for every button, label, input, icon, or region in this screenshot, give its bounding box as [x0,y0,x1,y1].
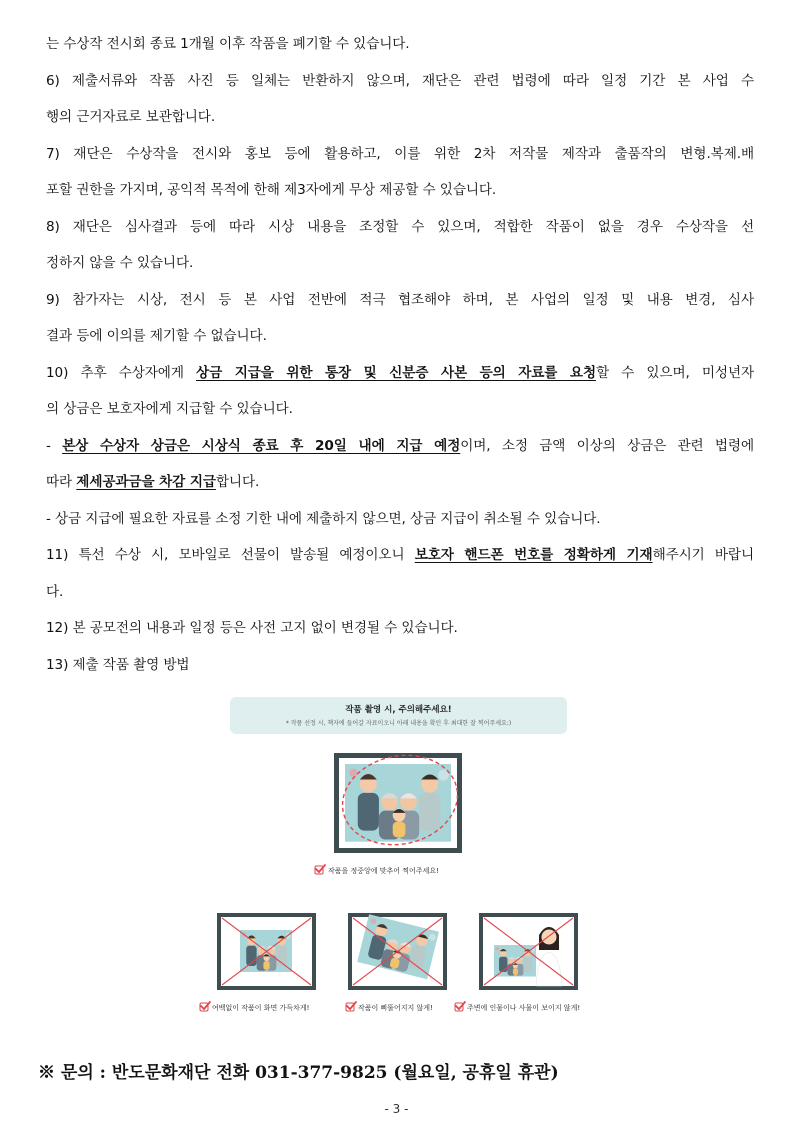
page-number: - 3 - [384,1102,409,1116]
text-line: 9) 참가자는 시상, 전시 등 본 사업 전반에 적극 협조해야 하며, 본 사업의 일정 및 내용 변경, 심사 [46,291,754,308]
item-10: 10) 추후 수상자에게 상금 지급을 위한 통장 및 신분증 사본 등의 자료를 요청할 수 있으며, 미성년자 [46,364,755,381]
wrong-example-tilted [348,913,447,990]
text-line: 6) 제출서류와 작품 사진 등 일체는 반환하지 않으며, 재단은 관련 법령에 따라 일정 기간 본 사업 수 [46,72,754,89]
highlight-text: 제세공과금을 차감 지급 [76,474,216,490]
item-10-cont: 의 상금은 보호자에게 지급할 수 있습니다. [46,401,293,417]
highlight-text: 본상 수상자 상금은 시상식 종료 후 20일 내에 지급 예정 [62,437,461,454]
banner-subtitle: * 작품 선정 시, 책자에 들어갈 자료이오니 아래 내용을 확인 후 최대한 잘 찍어주세요:) [285,720,512,727]
text-line: 정하지 않을 수 있습니다. [46,255,194,271]
wrong-example-margin [217,913,316,990]
text-line: 결과 등에 이의를 제기할 수 없습니다. [46,328,267,344]
highlight-text: 보호자 핸드폰 번호를 정확하게 기재 [414,547,653,563]
text-line: 8) 재단은 심사결과 등에 따라 시상 내용을 조정할 수 있으며, 적합한 작품이 없을 경우 수상작을 선 [46,218,754,235]
item-13: 13) 제출 작품 촬영 방법 [46,656,190,673]
item-11: 11) 특선 수상 시, 모바일로 선물이 발송될 예정이오니 보호자 핸드폰 번호를 정확하게 기재해주시기 바랍니 [46,547,754,563]
item-11-cont: 다. [46,583,64,600]
check-icon [346,1002,356,1011]
text-line: 7) 재단은 수상작을 전시와 홍보 등에 활용하고, 이를 위한 2차 저작물 제작과 출품작의 변형.복제.배 [46,145,754,162]
item-12: 12) 본 공모전의 내용과 일정 등은 사전 고지 없이 변경될 수 있습니다. [46,620,458,636]
dash-prize: - 본상 수상자 상금은 시상식 종료 후 20일 내에 지급 예정이며, 소정 금액 이상의 상금은 관련 법령에 [46,437,754,454]
text-line: 행의 근거자료로 보관합니다. [46,109,216,125]
text-line: 는 수상작 전시회 종료 1개월 이후 작품을 폐기할 수 있습니다. [46,36,410,52]
caption-margin: 여백없이 작품이 화면 가득차게! [212,1004,310,1012]
dash-docs: - 상금 지급에 필요한 자료를 소정 기한 내에 제출하지 않으면, 상금 지급이 취소될 수 있습니다. [46,510,601,527]
check-icon [455,1002,465,1011]
caption-person: 주변에 인물이나 사물이 보이지 않게! [467,1004,581,1012]
banner-title: 작품 촬영 시, 주의해주세요! [345,705,452,715]
check-icon [315,865,325,874]
dash-prize-cont: 따라 제세공과금을 차감 지급합니다. [46,474,260,490]
correct-photo-frame [334,745,466,855]
check-icon [200,1002,210,1011]
contact-info: ※ 문의 : 반도문화재단 전화 031-377-9825 (월요일, 공휴일 휴관) [38,1063,559,1083]
text-line: 포할 권한을 가지며, 공익적 목적에 한해 제3자에게 무상 제공할 수 있습니다. [46,182,497,198]
main-caption: 작품을 정중앙에 맞추어 찍어주세요! [328,867,439,875]
wrong-example-person [479,913,578,990]
highlight-text: 상금 지급을 위한 통장 및 신분증 사본 등의 자료를 요청 [196,364,596,381]
caption-tilted: 작품이 삐뚤어지지 않게! [358,1004,433,1012]
